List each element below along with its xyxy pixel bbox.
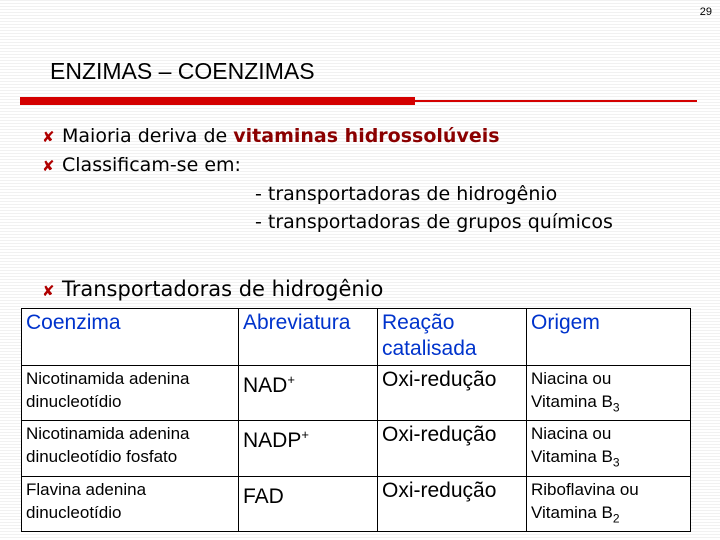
origin-vitamin: Vitamina B [531,447,613,467]
cell-reaction: Oxi-redução [378,366,527,421]
section-heading-text: Transportadoras de hidrogênio [62,277,384,301]
origin-line [531,501,686,530]
origin-vitamin: Vitamina B [531,502,613,522]
cell-reaction: Oxi-redução [378,476,527,531]
title-underline-thin [415,100,697,102]
cell-coenzyme-name [22,476,239,531]
origin-line [531,445,686,474]
cell-abbreviation [239,476,378,531]
title-underline-thick [20,97,415,105]
x-mark-icon: ✘ [42,128,55,146]
bullet-item-classification [42,151,613,180]
cell-origin [527,421,691,476]
origin-vitamin: Vitamina B [531,392,613,411]
abbr-text: NADP [243,429,302,453]
origin-line: Niacina ou [531,424,612,444]
cell-abbreviation [239,366,378,421]
name-line: dinucleotídio [26,392,122,411]
section-heading [42,277,383,301]
abbr-text: FAD [243,484,284,508]
origin-sub: 2 [612,511,620,526]
abbr-sup: + [301,427,309,443]
name-line: Nicotinamida adenina [26,424,190,444]
cell-origin [527,476,691,531]
name-line: Flavina adenina [26,479,147,499]
table-row [22,476,691,531]
sub-item-chemical-groups: - transportadoras de grupos químicos [255,211,613,233]
bullet-text: Maioria deriva de [62,125,234,147]
origin-line: Niacina ou [531,369,612,388]
name-line: dinucleotídio [26,502,122,522]
x-mark-icon: ✘ [42,282,55,300]
cell-abbreviation [239,421,378,476]
cell-reaction: Oxi-redução [378,421,527,476]
origin-line: Riboflavina ou [531,479,639,499]
bullet-item-origin [42,122,613,151]
cell-coenzyme-name [22,366,239,421]
header-abreviatura: Abreviatura [239,309,378,366]
origin-sub: 3 [612,455,620,470]
cell-origin [527,366,691,421]
header-coenzima: Coenzima [22,309,239,366]
header-reacao: Reação catalisada [378,309,527,366]
bullet-emphasis: vitaminas hidrossolúveis [233,125,500,147]
table-row [22,421,691,476]
origin-sub: 3 [612,400,620,415]
page-number: 29 [699,6,712,18]
name-line: Nicotinamida adenina [26,369,190,388]
table-header-row [22,309,691,366]
slide-title: ENZIMAS – COENZIMAS [50,58,315,84]
name-line: dinucleotídio fosfato [26,447,178,467]
coenzyme-table [21,308,691,532]
sub-item-hydrogen: - transportadoras de hidrogênio [255,183,558,205]
abbr-sup: + [287,372,295,387]
header-origem: Origem [527,309,691,366]
cell-coenzyme-name [22,421,239,476]
x-mark-icon: ✘ [42,157,55,175]
bullet-text: Classificam-se em: [62,154,241,176]
origin-line [531,390,686,419]
table-row [22,366,691,421]
bullet-list [42,122,613,236]
abbr-text: NAD [243,374,288,397]
